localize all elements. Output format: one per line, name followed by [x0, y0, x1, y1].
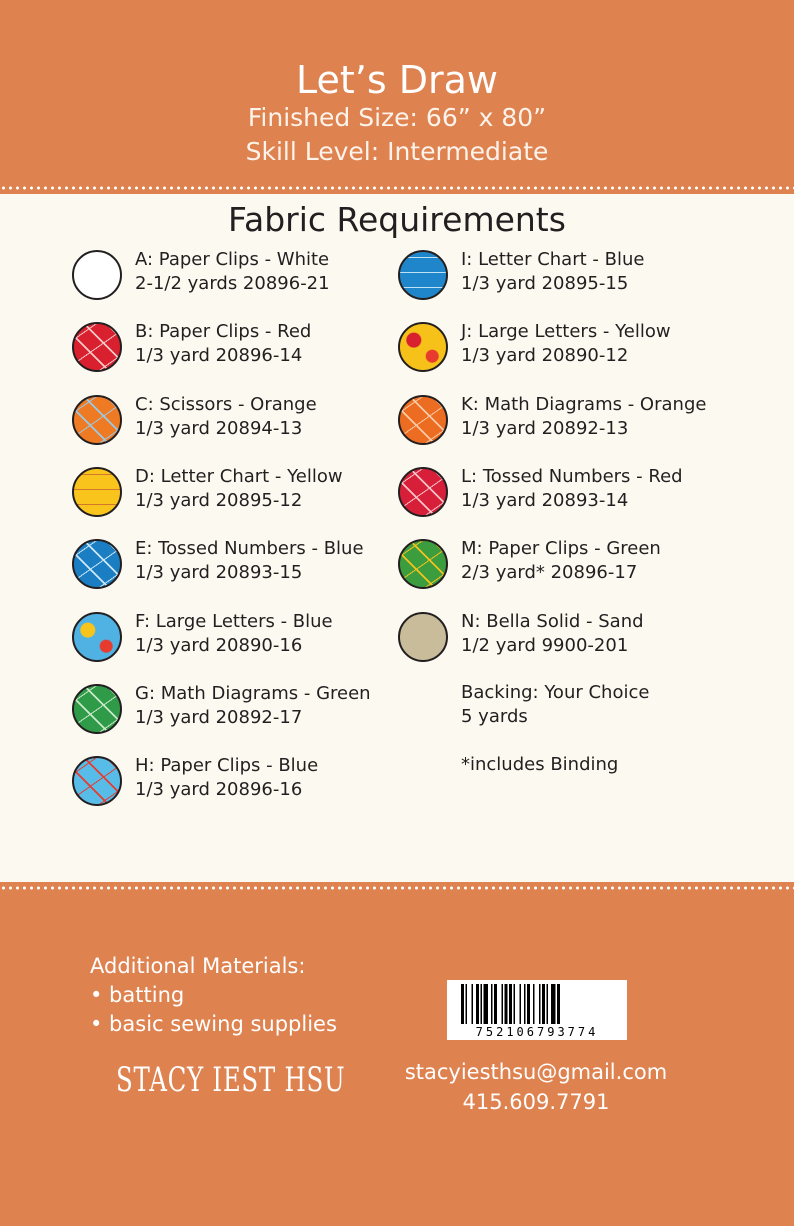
fabric-swatch — [398, 612, 448, 662]
fabric-swatch — [72, 612, 122, 662]
fabric-name: J: Large Letters - Yellow — [461, 321, 671, 343]
fabric-quantity: 1/3 yard 20890-16 — [135, 634, 303, 656]
barcode — [447, 980, 627, 1040]
fabric-text — [461, 320, 671, 368]
fabric-quantity: 2-1/2 yards 20896-21 — [135, 273, 330, 294]
fabric-quantity: 1/3 yard 20890-12 — [461, 345, 629, 367]
fabric-quantity: 1/3 yard 20893-14 — [461, 489, 629, 511]
contact-phone: 415.609.7791 — [462, 1090, 610, 1114]
fabric-quantity: 1/3 yard 20896-16 — [135, 779, 303, 801]
fabric-quantity: 2/3 yard* 20896-17 — [461, 562, 638, 584]
fabric-name: M: Paper Clips - Green — [461, 538, 661, 560]
fabric-text — [461, 248, 644, 296]
fabric-text — [461, 610, 644, 658]
fabric-swatch — [398, 322, 448, 372]
fabric-text — [461, 537, 661, 585]
fabric-name: C: Scissors - Orange — [135, 393, 317, 415]
fabric-name: E: Tossed Numbers - Blue — [135, 538, 364, 560]
finished-size: Finished Size: 66” x 80” — [247, 103, 547, 132]
fabric-name: K: Math Diagrams - Orange — [461, 393, 707, 415]
fabric-swatch — [72, 395, 122, 445]
fabric-text — [461, 465, 683, 513]
fabric-swatch — [398, 250, 448, 300]
backing-label: Backing: Your Choice — [461, 682, 650, 703]
fabric-quantity: 1/3 yard 20892-13 — [461, 417, 629, 439]
skill-level: Skill Level: Intermediate — [245, 137, 549, 166]
fabric-quantity: 1/3 yard 20892-17 — [135, 706, 303, 728]
fabric-quantity: 1/3 yard 20893-15 — [135, 562, 303, 584]
backing-qty: 5 yards — [461, 706, 528, 727]
fabric-name: I: Letter Chart - Blue — [461, 249, 645, 270]
fabric-swatch — [72, 250, 122, 300]
fabric-swatch — [72, 539, 122, 589]
fabric-text — [135, 682, 371, 730]
fabric-swatch — [72, 467, 122, 517]
fabric-swatch — [72, 322, 122, 372]
barcode-number: 752106793774 — [475, 1025, 599, 1039]
fabric-requirements-title: Fabric Requirements — [228, 200, 566, 239]
contact-email[interactable]: stacyiesthsu@gmail.com — [404, 1060, 668, 1084]
dotted-divider-top — [0, 186, 794, 190]
fabric-name: N: Bella Solid - Sand — [461, 610, 644, 632]
fabric-quantity: 1/3 yard 20896-14 — [135, 345, 303, 367]
fabric-name: B: Paper Clips - Red — [135, 321, 312, 343]
fabric-text — [135, 537, 364, 585]
material-item-sewing-supplies: • basic sewing supplies — [90, 1012, 337, 1036]
fabric-name: D: Letter Chart - Yellow — [135, 465, 343, 487]
fabric-swatch — [72, 756, 122, 806]
fabric-name: L: Tossed Numbers - Red — [461, 465, 683, 487]
header-band — [0, 0, 794, 188]
material-item-batting: • batting — [90, 983, 185, 1007]
fabric-quantity: 1/3 yard 20895-15 — [461, 273, 629, 294]
fabric-text — [135, 610, 333, 658]
dotted-divider-bottom — [0, 886, 794, 890]
fabric-text — [135, 465, 343, 513]
binding-note: *includes Binding — [461, 754, 619, 775]
designer-logo: STACY IEST HSU — [116, 1060, 346, 1100]
fabric-swatch — [398, 395, 448, 445]
fabric-swatch — [398, 539, 448, 589]
fabric-text — [135, 393, 317, 441]
pattern-title: Let’s Draw — [296, 58, 498, 102]
fabric-text — [461, 393, 706, 441]
fabric-text — [135, 320, 311, 368]
fabric-name: H: Paper Clips - Blue — [135, 755, 319, 777]
fabric-swatch — [72, 684, 122, 734]
fabric-text — [135, 754, 318, 802]
fabric-swatch — [398, 467, 448, 517]
fabric-text — [135, 248, 330, 296]
fabric-quantity: 1/3 yard 20894-13 — [135, 417, 303, 439]
fabric-name: F: Large Letters - Blue — [135, 610, 333, 632]
additional-materials-title: Additional Materials: — [90, 954, 306, 978]
fabric-name: A: Paper Clips - White — [135, 249, 330, 270]
fabric-name: G: Math Diagrams - Green — [135, 682, 371, 704]
fabric-quantity: 1/2 yard 9900-201 — [461, 634, 629, 656]
fabric-quantity: 1/3 yard 20895-12 — [135, 489, 303, 511]
